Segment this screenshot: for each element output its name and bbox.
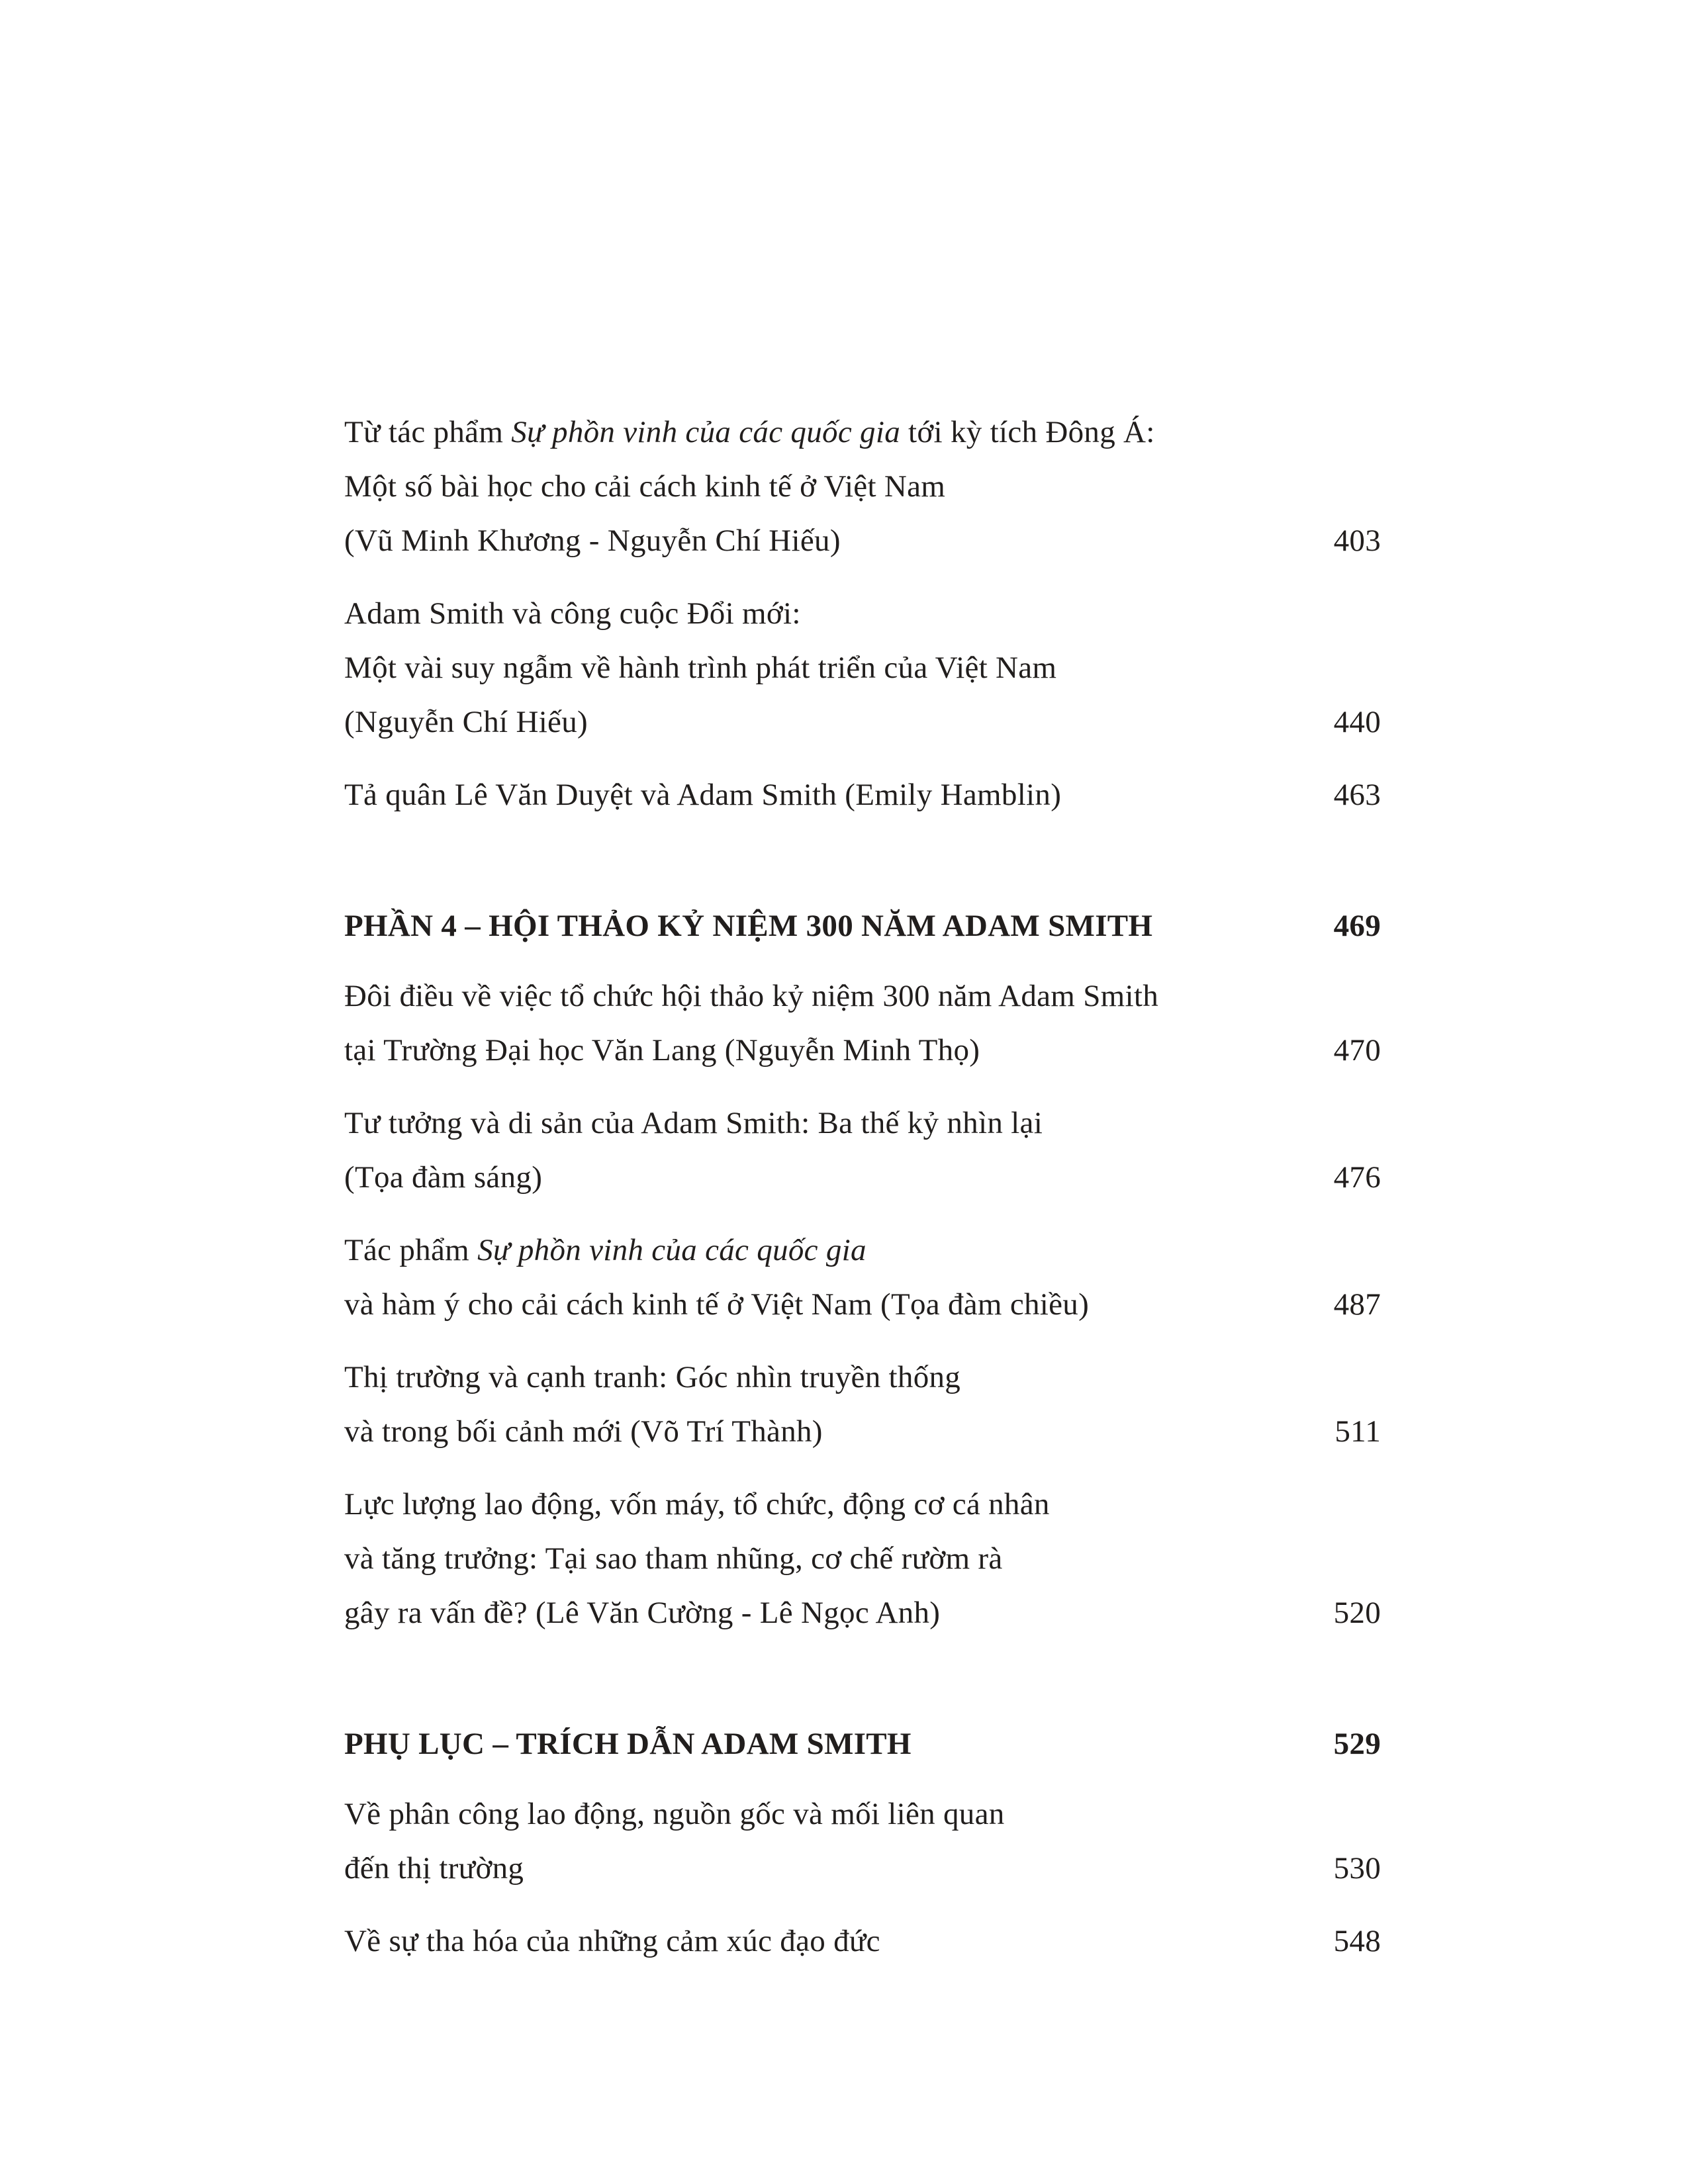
toc-entry <box>344 405 1381 568</box>
toc-page-number: 469 <box>1333 909 1381 943</box>
toc-entry <box>344 1223 1381 1332</box>
toc-entry-text: Về phân công lao động, nguồn gốc và mối liên quan <box>344 1797 1005 1831</box>
toc-entry-text: Một vài suy ngẫm về hành trình phát triển của Việt Nam <box>344 651 1057 685</box>
toc-entry-line <box>344 768 1381 822</box>
toc-entry-text: tại Trường Đại học Văn Lang (Nguyễn Minh Thọ) <box>344 1033 980 1068</box>
toc-entry-text: (Nguyễn Chí Hiếu) <box>344 705 588 739</box>
toc-page-number: 548 <box>1333 1924 1381 1958</box>
toc-entry-text: Đôi điều về việc tổ chức hội thảo kỷ niệm 300 năm Adam Smith <box>344 979 1159 1013</box>
toc-page-number: 487 <box>1333 1287 1381 1322</box>
toc-entry-text: Adam Smith và công cuộc Đổi mới: <box>344 596 801 631</box>
toc-entry-text: và tăng trưởng: Tại sao tham nhũng, cơ chế rườm rà <box>344 1541 1003 1576</box>
toc-entry <box>344 969 1381 1077</box>
toc-entry-line <box>344 1096 1381 1150</box>
toc-entry-line <box>344 1150 1381 1205</box>
toc-entry-line <box>344 695 1381 749</box>
toc-entry-text: PHẦN 4 – HỘI THẢO KỶ NIỆM 300 NĂM ADAM SMITH <box>344 909 1153 943</box>
toc-page-number: 403 <box>1333 523 1381 558</box>
toc-entry-line <box>344 586 1381 641</box>
toc-page-number: 530 <box>1333 1851 1381 1886</box>
toc-entry-line <box>344 1841 1381 1895</box>
toc-entry-line <box>344 1914 1381 1968</box>
toc-entry-text: Về sự tha hóa của những cảm xúc đạo đức <box>344 1924 880 1958</box>
toc-entry-line <box>344 1531 1381 1586</box>
toc-page-number: 529 <box>1333 1727 1381 1761</box>
toc-page-number: 463 <box>1333 778 1381 812</box>
toc-entry <box>344 1350 1381 1459</box>
toc-page-number: 476 <box>1333 1160 1381 1195</box>
toc-entry-text: và trong bối cảnh mới (Võ Trí Thành) <box>344 1414 823 1449</box>
toc-entry-line <box>344 459 1381 514</box>
toc-entry-line <box>344 405 1381 459</box>
toc-entry-line <box>344 899 1381 953</box>
toc-entry-text: Từ tác phẩm Sự phồn vinh của các quốc gia tới kỳ tích Đông Á: <box>344 415 1155 449</box>
toc-entry-line <box>344 1717 1381 1771</box>
toc-entry-text: Một số bài học cho cải cách kinh tế ở Việt Nam <box>344 469 946 504</box>
toc-section-heading <box>344 899 1381 953</box>
toc-entry-text-italic: Sự phồn vinh của các quốc gia <box>477 1233 867 1267</box>
toc-entry-text: (Vũ Minh Khương - Nguyễn Chí Hiếu) <box>344 523 841 558</box>
toc-entry-text-italic: Sự phồn vinh của các quốc gia <box>511 415 900 449</box>
toc-entry-line <box>344 1404 1381 1459</box>
toc-entry <box>344 1096 1381 1205</box>
toc-entry-line <box>344 1477 1381 1531</box>
toc-entry-line <box>344 641 1381 695</box>
toc-entry-text: đến thị trường <box>344 1851 524 1886</box>
toc-entry <box>344 1914 1381 1968</box>
toc-entry-line <box>344 1023 1381 1077</box>
toc-entry-line <box>344 1586 1381 1640</box>
toc-entry-text: (Tọa đàm sáng) <box>344 1160 543 1195</box>
toc-entry-line <box>344 969 1381 1023</box>
toc-entry-line <box>344 1223 1381 1277</box>
toc-section-heading <box>344 1717 1381 1771</box>
toc-page-number: 440 <box>1333 705 1381 739</box>
toc-page-number: 520 <box>1333 1596 1381 1630</box>
toc-entry-text: Lực lượng lao động, vốn máy, tổ chức, động cơ cá nhân <box>344 1487 1050 1522</box>
toc-entry-text: PHỤ LỤC – TRÍCH DẪN ADAM SMITH <box>344 1727 912 1761</box>
toc-entry-line <box>344 1787 1381 1841</box>
toc-entry-line <box>344 1350 1381 1404</box>
toc-entry-text: Thị trường và cạnh tranh: Góc nhìn truyền thống <box>344 1360 961 1394</box>
toc-page-number: 470 <box>1333 1033 1381 1068</box>
table-of-contents <box>344 405 1381 1968</box>
toc-entry-line <box>344 1277 1381 1332</box>
toc-page-number: 511 <box>1335 1414 1381 1449</box>
toc-entry <box>344 586 1381 749</box>
toc-entry-text: Tư tưởng và di sản của Adam Smith: Ba thế kỷ nhìn lại <box>344 1106 1043 1140</box>
toc-entry <box>344 1787 1381 1895</box>
toc-entry <box>344 1477 1381 1640</box>
toc-entry-text: Tác phẩm Sự phồn vinh của các quốc gia <box>344 1233 867 1267</box>
toc-entry-line <box>344 514 1381 568</box>
toc-entry-text: Tả quân Lê Văn Duyệt và Adam Smith (Emily Hamblin) <box>344 778 1062 812</box>
toc-entry-text: gây ra vấn đề? (Lê Văn Cường - Lê Ngọc Anh) <box>344 1596 941 1630</box>
toc-entry-text: và hàm ý cho cải cách kinh tế ở Việt Nam (Tọa đàm chiều) <box>344 1287 1090 1322</box>
toc-entry <box>344 768 1381 822</box>
